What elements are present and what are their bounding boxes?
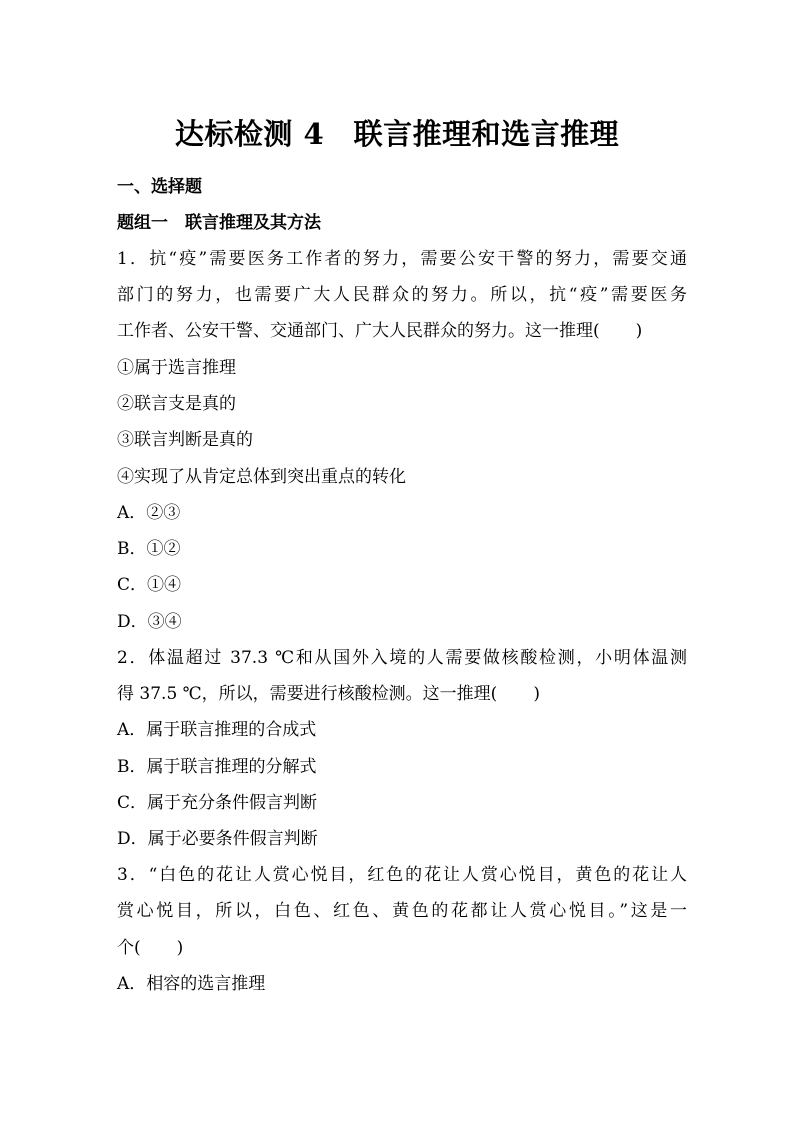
question-1-option-d: D．③④: [117, 612, 182, 632]
question-3-option-a: A．相容的选言推理: [117, 974, 266, 994]
page-title: 达标检测 4 联言推理和选言推理: [174, 117, 620, 151]
question-1-line-2: 部门的努力，也需要广大人民群众的努力。所以，抗“疫”需要医务: [117, 285, 687, 305]
answer-blank: [497, 683, 533, 705]
closing-paren: ): [635, 321, 643, 341]
question-2-option-a: A．属于联言推理的合成式: [117, 720, 317, 740]
statement-3: ③联言判断是真的: [117, 430, 253, 450]
question-1-option-a: A．②③: [117, 503, 181, 523]
statement-4: ④实现了从肯定总体到突出重点的转化: [117, 467, 406, 487]
question-1-option-c: C．①④: [117, 575, 182, 595]
closing-paren: ): [176, 938, 184, 958]
question-2-line-2: [117, 683, 687, 705]
question-2-option-b: B．属于联言推理的分解式: [117, 757, 317, 777]
question-1-stem-end: 工作者、公安干警、交通部门、广大人民群众的努力。这一推理(: [117, 321, 600, 341]
question-3-stem-end: 个(: [117, 938, 141, 958]
statement-1: ①属于选言推理: [117, 358, 236, 378]
question-3-line-1: 3．“白色的花让人赏心悦目，红色的花让人赏心悦目，黄色的花让人: [117, 865, 687, 885]
question-1-option-b: B．①②: [117, 539, 181, 559]
question-1-line-3: [117, 320, 687, 342]
question-3-line-3: [117, 937, 687, 959]
section-heading: 一、选择题: [117, 177, 202, 197]
question-1-line-1: 1．抗“疫”需要医务工作者的努力，需要公安干警的努力，需要交通: [117, 249, 687, 269]
answer-blank: [141, 937, 177, 959]
question-3-line-2: 赏心悦目，所以，白色、红色、黄色的花都让人赏心悦目。”这是一: [117, 901, 687, 921]
question-2-option-d: D．属于必要条件假言判断: [117, 829, 318, 849]
group-heading: 题组一 联言推理及其方法: [117, 213, 321, 233]
question-2-line-1: 2．体温超过 37.3 ℃和从国外入境的人需要做核酸检测，小明体温测: [117, 648, 687, 668]
closing-paren: ): [533, 684, 540, 704]
question-2-stem-end: 得 37.5 ℃，所以，需要进行核酸检测。这一推理(: [117, 684, 498, 704]
answer-blank: [600, 320, 636, 342]
statement-2: ②联言支是真的: [117, 394, 236, 414]
question-2-option-c: C．属于充分条件假言判断: [117, 793, 318, 813]
